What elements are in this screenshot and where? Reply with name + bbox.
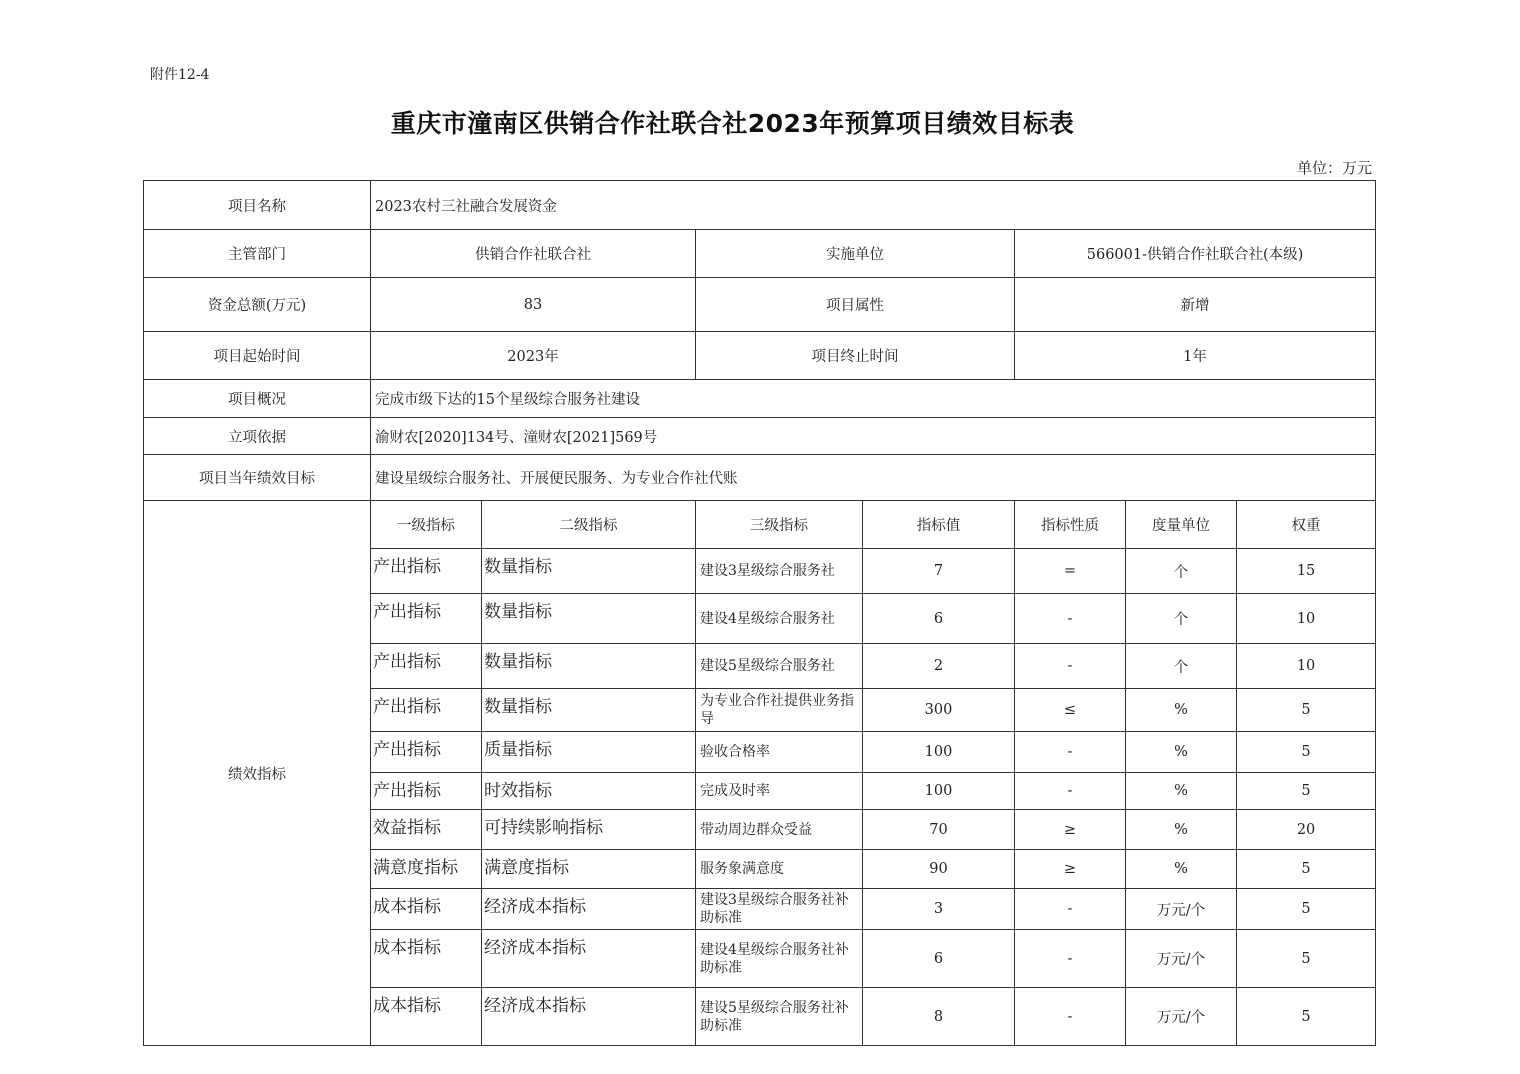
indicator-nature: ≥ [1015, 850, 1126, 889]
indicator-nature: - [1015, 773, 1126, 810]
indicator-level1: 产出指标 [371, 732, 482, 773]
indicator-level3: 建设4星级综合服务社 [696, 594, 863, 644]
indicator-level1: 成本指标 [371, 930, 482, 988]
indicator-nature: - [1015, 930, 1126, 988]
project-name-label: 项目名称 [144, 181, 371, 230]
indicator-level1: 成本指标 [371, 988, 482, 1046]
row-goal [144, 455, 1376, 501]
attr-value: 新增 [1015, 278, 1376, 332]
indicator-level3: 建设5星级综合服务社 [696, 644, 863, 689]
project-name-value: 2023农村三社融合发展资金 [371, 181, 1376, 230]
performance-table [143, 180, 1376, 1046]
row-fund [144, 278, 1376, 332]
indicator-level1: 产出指标 [371, 773, 482, 810]
indicator-level2: 经济成本指标 [482, 930, 696, 988]
indicator-unit: 个 [1126, 644, 1237, 689]
indicator-weight: 10 [1237, 594, 1376, 644]
indicator-level1: 产出指标 [371, 689, 482, 732]
indicator-level2: 质量指标 [482, 732, 696, 773]
unit-label: 单位：万元 [1296, 159, 1372, 177]
indicator-level3: 服务象满意度 [696, 850, 863, 889]
indicator-unit: % [1126, 732, 1237, 773]
indicator-header-row [144, 501, 1376, 549]
indicator-level1: 成本指标 [371, 889, 482, 930]
overview-value: 完成市级下达的15个星级综合服务社建设 [371, 380, 1376, 418]
header-value: 指标值 [863, 501, 1015, 549]
indicator-unit: % [1126, 773, 1237, 810]
indicator-weight: 20 [1237, 810, 1376, 850]
indicator-level2: 数量指标 [482, 689, 696, 732]
indicator-nature: - [1015, 732, 1126, 773]
header-level2: 二级指标 [482, 501, 696, 549]
indicator-unit: % [1126, 810, 1237, 850]
indicator-level1: 满意度指标 [371, 850, 482, 889]
perf-indicators-label: 绩效指标 [144, 501, 371, 1046]
indicator-value: 100 [863, 773, 1015, 810]
indicator-nature: = [1015, 549, 1126, 594]
indicator-value: 100 [863, 732, 1015, 773]
fund-label: 资金总额(万元) [144, 278, 371, 332]
indicator-value: 300 [863, 689, 1015, 732]
indicator-level2: 经济成本指标 [482, 988, 696, 1046]
indicator-value: 7 [863, 549, 1015, 594]
indicator-level3: 完成及时率 [696, 773, 863, 810]
indicator-unit: 个 [1126, 594, 1237, 644]
indicator-level3: 建设3星级综合服务社补助标准 [696, 889, 863, 930]
indicator-nature: - [1015, 594, 1126, 644]
row-overview [144, 380, 1376, 418]
header-nature: 指标性质 [1015, 501, 1126, 549]
attr-label: 项目属性 [696, 278, 1015, 332]
indicator-level2: 数量指标 [482, 594, 696, 644]
indicator-weight: 5 [1237, 988, 1376, 1046]
indicator-level2: 数量指标 [482, 644, 696, 689]
goal-label: 项目当年绩效目标 [144, 455, 371, 501]
indicator-weight: 5 [1237, 689, 1376, 732]
goal-value: 建设星级综合服务社、开展便民服务、为专业合作社代账 [371, 455, 1376, 501]
indicator-weight: 5 [1237, 773, 1376, 810]
indicator-nature: - [1015, 644, 1126, 689]
indicator-weight: 5 [1237, 732, 1376, 773]
indicator-nature: - [1015, 988, 1126, 1046]
dept-value: 供销合作社联合社 [371, 230, 696, 278]
impl-label: 实施单位 [696, 230, 1015, 278]
indicator-unit: 万元/个 [1126, 930, 1237, 988]
header-weight: 权重 [1237, 501, 1376, 549]
indicator-level2: 可持续影响指标 [482, 810, 696, 850]
indicator-value: 2 [863, 644, 1015, 689]
indicator-nature: ≤ [1015, 689, 1126, 732]
indicator-level3: 建设3星级综合服务社 [696, 549, 863, 594]
fund-value: 83 [371, 278, 696, 332]
indicator-unit: 万元/个 [1126, 889, 1237, 930]
overview-label: 项目概况 [144, 380, 371, 418]
indicator-level2: 经济成本指标 [482, 889, 696, 930]
indicator-level3: 验收合格率 [696, 732, 863, 773]
indicator-value: 70 [863, 810, 1015, 850]
indicator-level2: 满意度指标 [482, 850, 696, 889]
indicator-level3: 带动周边群众受益 [696, 810, 863, 850]
basis-label: 立项依据 [144, 418, 371, 455]
indicator-value: 8 [863, 988, 1015, 1046]
indicator-level1: 产出指标 [371, 644, 482, 689]
indicator-unit: % [1126, 689, 1237, 732]
end-label: 项目终止时间 [696, 332, 1015, 380]
indicator-weight: 5 [1237, 930, 1376, 988]
row-project-name [144, 181, 1376, 230]
end-value: 1年 [1015, 332, 1376, 380]
row-basis [144, 418, 1376, 455]
indicator-nature: ≥ [1015, 810, 1126, 850]
indicator-unit: 个 [1126, 549, 1237, 594]
attachment-label: 附件12-4 [150, 67, 210, 83]
row-time [144, 332, 1376, 380]
indicator-level3: 为专业合作社提供业务指导 [696, 689, 863, 732]
indicator-weight: 10 [1237, 644, 1376, 689]
indicator-value: 90 [863, 850, 1015, 889]
indicator-value: 6 [863, 594, 1015, 644]
indicator-value: 6 [863, 930, 1015, 988]
header-level1: 一级指标 [371, 501, 482, 549]
indicator-level2: 时效指标 [482, 773, 696, 810]
row-dept [144, 230, 1376, 278]
indicator-weight: 5 [1237, 889, 1376, 930]
indicator-weight: 15 [1237, 549, 1376, 594]
impl-value: 566001-供销合作社联合社(本级) [1015, 230, 1376, 278]
dept-label: 主管部门 [144, 230, 371, 278]
indicator-value: 3 [863, 889, 1015, 930]
indicator-level2: 数量指标 [482, 549, 696, 594]
start-label: 项目起始时间 [144, 332, 371, 380]
indicator-unit: % [1126, 850, 1237, 889]
indicator-level1: 效益指标 [371, 810, 482, 850]
indicator-weight: 5 [1237, 850, 1376, 889]
indicator-level1: 产出指标 [371, 549, 482, 594]
indicator-level1: 产出指标 [371, 594, 482, 644]
header-unit: 度量单位 [1126, 501, 1237, 549]
start-value: 2023年 [371, 332, 696, 380]
indicator-level3: 建设5星级综合服务社补助标准 [696, 988, 863, 1046]
header-level3: 三级指标 [696, 501, 863, 549]
basis-value: 渝财农[2020]134号、潼财农[2021]569号 [371, 418, 1376, 455]
page-title: 重庆市潼南区供销合作社联合社2023年预算项目绩效目标表 [390, 109, 1075, 138]
indicator-nature: - [1015, 889, 1126, 930]
indicator-unit: 万元/个 [1126, 988, 1237, 1046]
indicator-level3: 建设4星级综合服务社补助标准 [696, 930, 863, 988]
